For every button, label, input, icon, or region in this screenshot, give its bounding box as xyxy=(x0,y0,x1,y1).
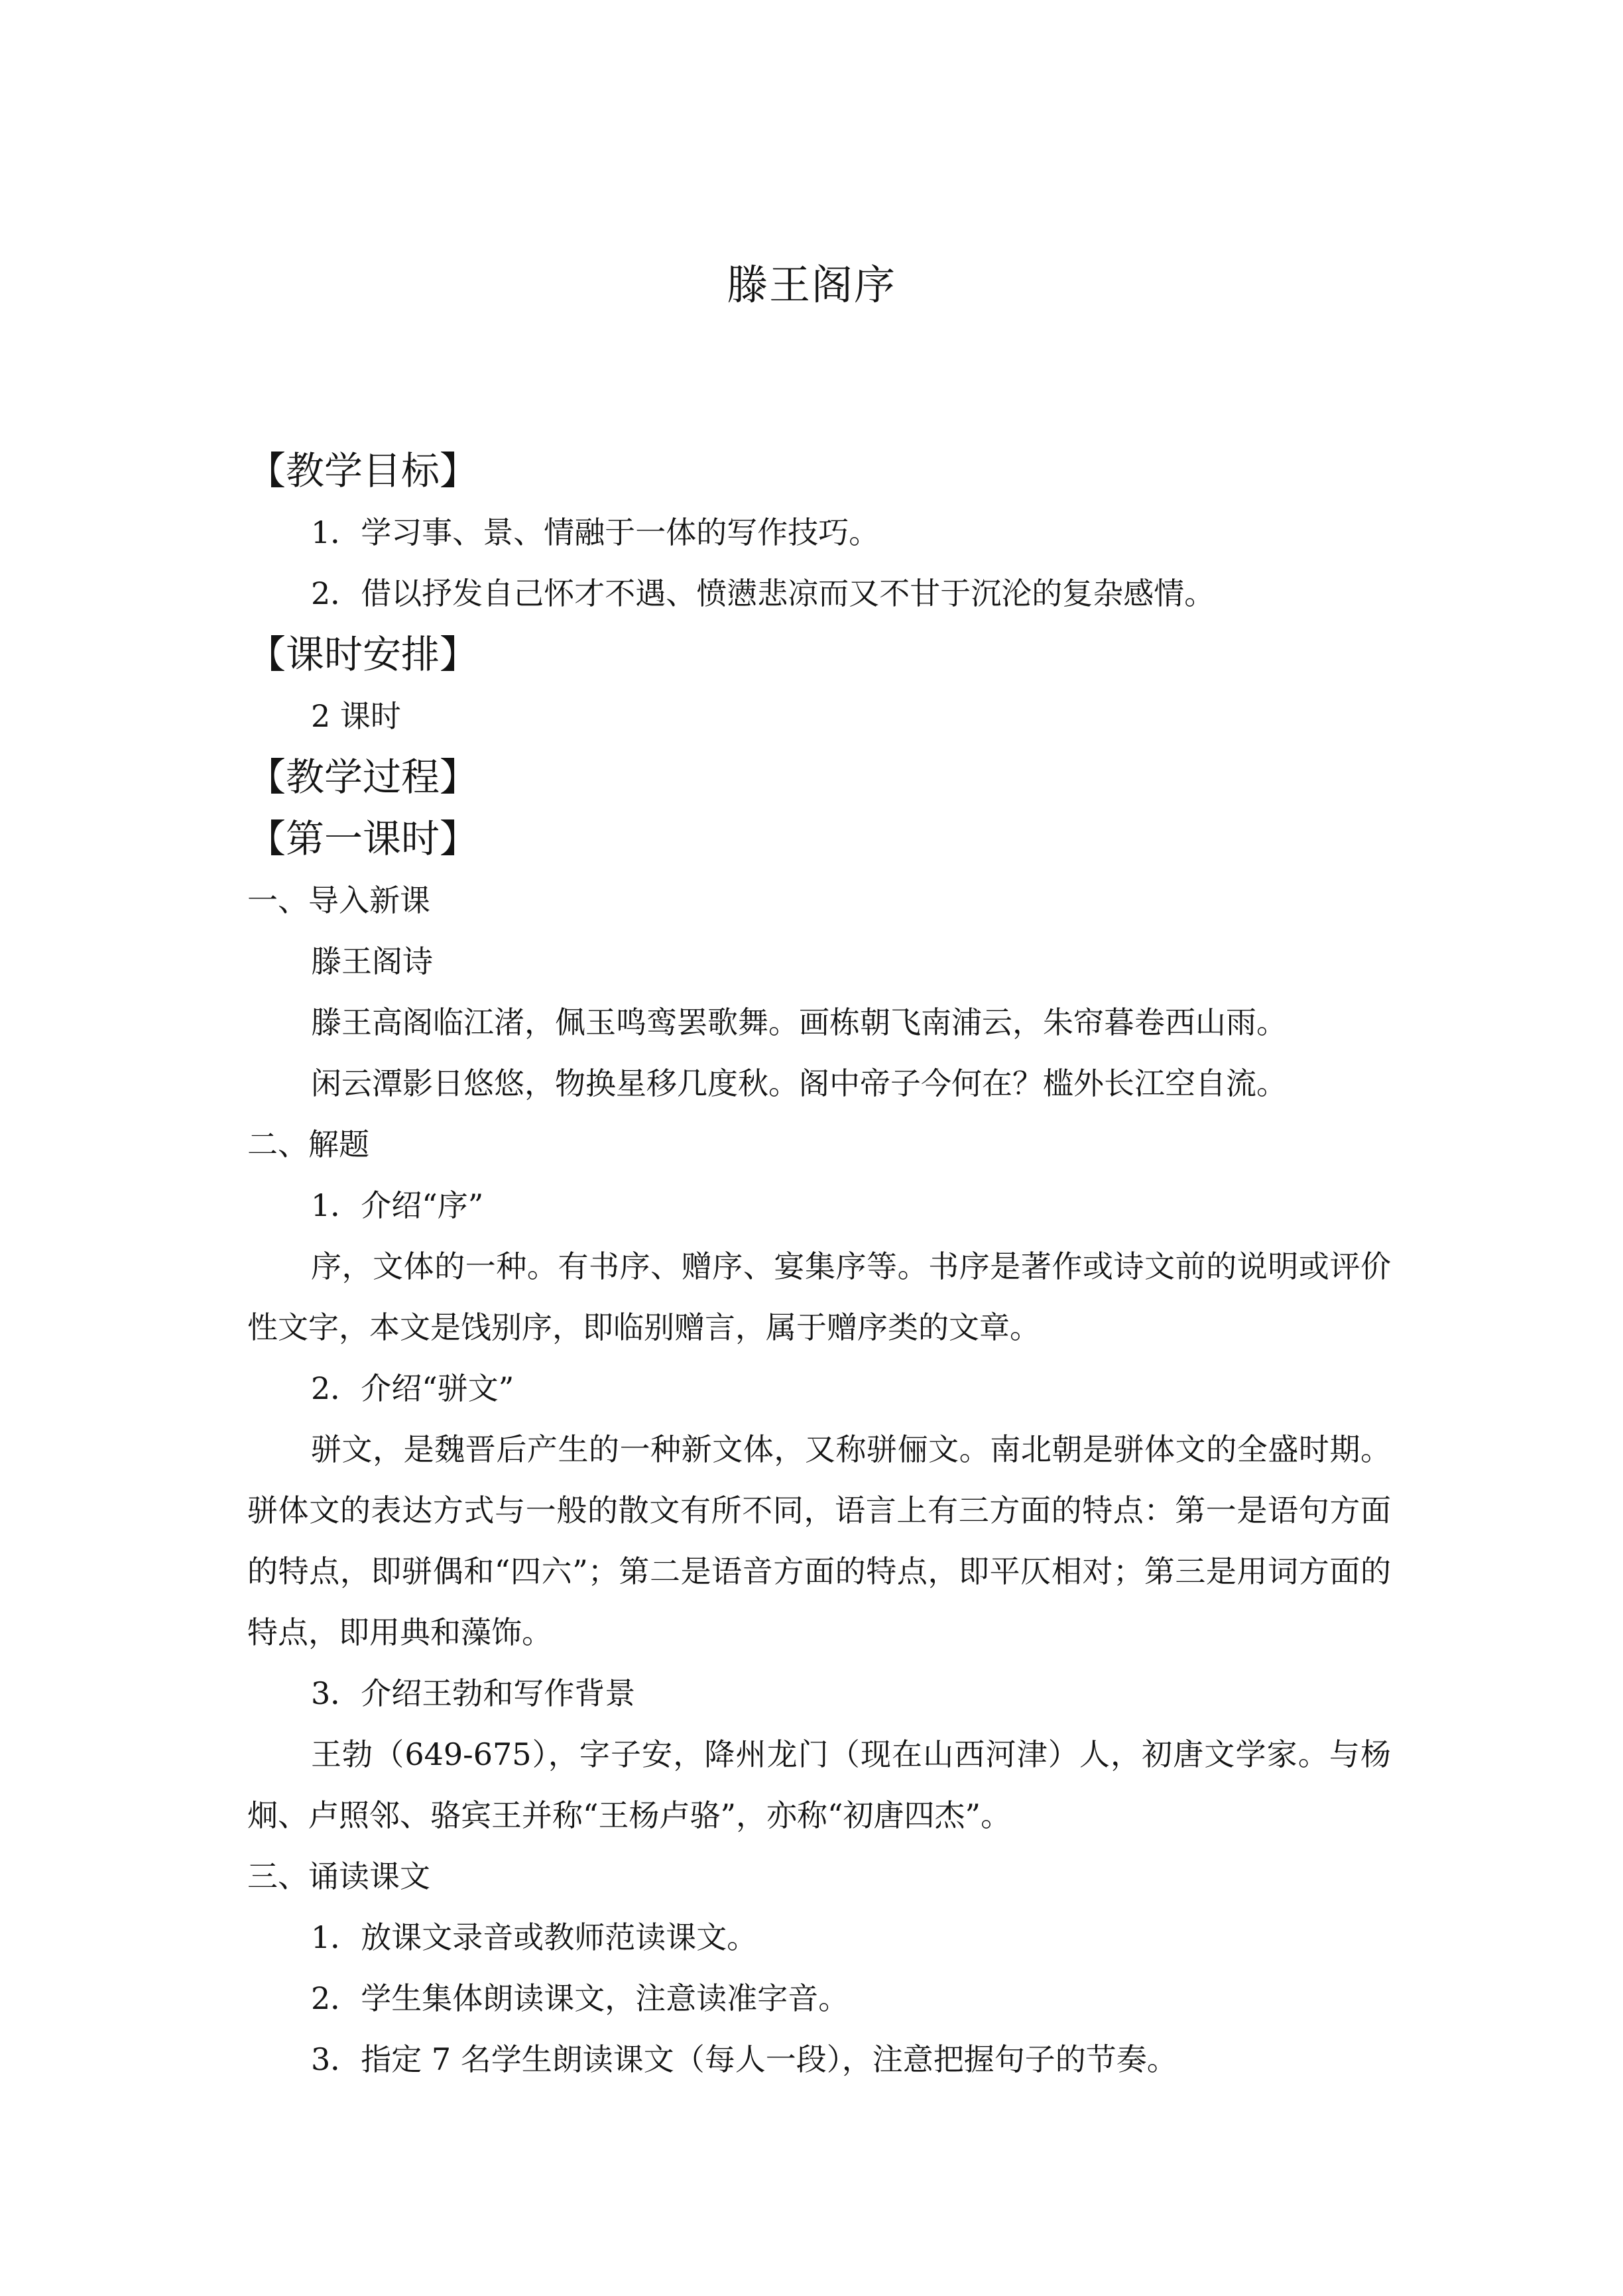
goal-item: 2．借以抒发自己怀才不遇、愤懑悲凉而又不甘于沉沦的复杂感情。 xyxy=(311,575,1215,611)
poem-title: 滕王阁诗 xyxy=(311,943,433,979)
document-body xyxy=(247,440,1391,2090)
goals-heading: 【教学目标】 xyxy=(247,448,479,493)
item-paragraph: 王勃（649-675），字子安，降州龙门（现在山西河津）人，初唐文学家。与杨炯、卢照邻、骆宾王并称“王杨卢骆”，亦称“初唐四杰”。 xyxy=(247,1736,1391,1833)
item-title: 2．介绍“骈文” xyxy=(311,1370,514,1406)
list-item: 2．学生集体朗读课文，注意读准字音。 xyxy=(311,1980,849,2016)
poem-line: 滕王高阁临江渚，佩玉鸣鸾罢歌舞。画栋朝飞南浦云，朱帘暮卷西山雨。 xyxy=(311,1004,1287,1040)
schedule-heading: 【课时安排】 xyxy=(247,632,479,677)
schedule-text: 2 课时 xyxy=(311,698,401,734)
process-heading: 【教学过程】 xyxy=(247,755,479,800)
goal-item: 1．学习事、景、情融于一体的写作技巧。 xyxy=(311,514,880,550)
item-paragraph: 骈文，是魏晋后产生的一种新文体，又称骈俪文。南北朝是骈体文的全盛时期。骈体文的表达方式与一般的散文有所不同，语言上有三方面的特点：第一是语句方面的特点，即骈偶和“四六”；第二是语音方面的特点，即平仄相对；第三是用词方面的特点，即用典和藻饰。 xyxy=(247,1431,1391,1650)
item-title: 1．介绍“序” xyxy=(311,1187,484,1223)
document-title: 滕王阁序 xyxy=(726,261,896,309)
section1-heading: 一、导入新课 xyxy=(247,882,430,918)
section2-heading: 二、解题 xyxy=(247,1126,369,1162)
list-item: 3．指定 7 名学生朗读课文（每人一段），注意把握句子的节奏。 xyxy=(311,2041,1177,2077)
list-item: 1．放课文录音或教师范读课文。 xyxy=(311,1919,758,1955)
poem-line: 闲云潭影日悠悠，物换星移几度秋。阁中帝子今何在？槛外长江空自流。 xyxy=(311,1065,1287,1101)
lesson1-heading: 【第一课时】 xyxy=(247,816,479,861)
item-paragraph: 序，文体的一种。有书序、赠序、宴集序等。书序是著作或诗文前的说明或评价性文字，本文是饯别序，即临别赠言，属于赠序类的文章。 xyxy=(247,1248,1391,1345)
item-title: 3．介绍王勃和写作背景 xyxy=(311,1675,636,1711)
section3-heading: 三、诵读课文 xyxy=(247,1858,430,1894)
